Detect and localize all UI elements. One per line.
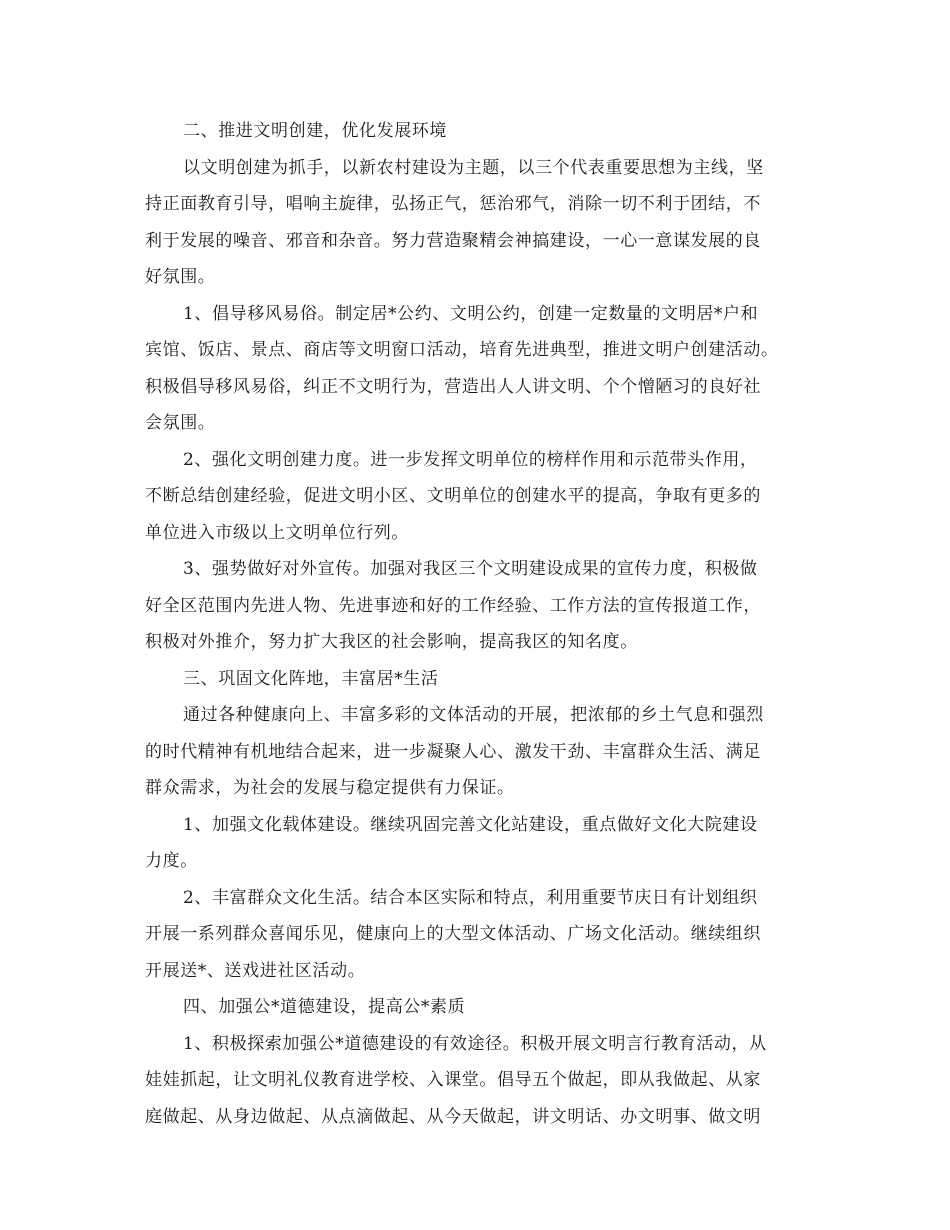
text-line: 积极对外推介，努力扩大我区的社会影响，提高我区的知名度。 (145, 632, 638, 652)
text-line: 庭做起、从身边做起、从点滴做起、从今天做起，讲文明话、办文明事、做文明 (145, 1106, 761, 1127)
text-line: 好氛围。 (145, 267, 216, 287)
text-line: 好全区范围内先进人物、先进事迹和好的工作经验、工作方法的宣传报道工作， (145, 595, 761, 616)
text-line: 1、积极探索加强公*道德建设的有效途径。积极开展文明言行教育活动，从 (183, 1033, 767, 1054)
text-line: 娃娃抓起，让文明礼仪教育进学校、入课堂。倡导五个做起，即从我做起、从家 (145, 1070, 761, 1090)
text-line: 2、丰富群众文化生活。结合本区实际和特点，利用重要节庆日有计划组织 (183, 887, 758, 908)
text-line: 以文明创建为抓手，以新农村建设为主题，以三个代表重要思想为主线，坚 (183, 157, 764, 178)
text-line: 四、加强公*道德建设，提高公*素质 (183, 997, 466, 1017)
text-line: 开展送*、送戏进社区活动。 (145, 960, 366, 981)
text-line: 群众需求，为社会的发展与稳定提供有力保证。 (145, 778, 515, 798)
text-line: 会氛围。 (145, 413, 216, 433)
text-line: 利于发展的噪音、邪音和杂音。努力营造聚精会神搞建设，一心一意谋发展的良 (145, 230, 761, 251)
text-line: 单位进入市级以上文明单位行列。 (145, 522, 409, 543)
text-line: 持正面教育引导，唱响主旋律，弘扬正气，惩治邪气，消除一切不利于团结，不 (145, 194, 761, 214)
text-line: 1、倡导移风易俗。制定居*公约、文明公约，创建一定数量的文明居*户和 (183, 303, 759, 324)
text-line: 3、强势做好对外宣传。加强对我区三个文明建设成果的宣传力度，积极做 (183, 559, 758, 579)
text-line: 不断总结创建经验，促进文明小区、文明单位的创建水平的提高，争取有更多的 (145, 486, 761, 506)
text-line: 积极倡导移风易俗，纠正不文明行为，营造出人人讲文明、个个憎陋习的良好社 (145, 376, 761, 397)
text-line: 开展一系列群众喜闻乐见，健康向上的大型文体活动、广场文化活动。继续组织 (145, 924, 761, 944)
text-line: 宾馆、饭店、景点、商店等文明窗口活动，培育先进典型，推进文明户创建活动。 (145, 340, 779, 360)
text-line: 三、巩固文化阵地，丰富居*生活 (183, 668, 439, 689)
text-line: 2、强化文明创建力度。进一步发挥文明单位的榜样作用和示范带头作用， (183, 449, 758, 470)
text-line: 1、加强文化载体建设。继续巩固完善文化站建设，重点做好文化大院建设 (183, 814, 758, 835)
text-line: 通过各种健康向上、丰富多彩的文体活动的开展，把浓郁的乡土气息和强烈 (183, 705, 764, 725)
text-line: 力度。 (145, 851, 198, 871)
document-body (145, 113, 810, 1135)
text-line: 的时代精神有机地结合起来，进一步凝聚人心、激发干劲、丰富群众生活、满足 (145, 741, 761, 762)
text-line: 二、推进文明创建，优化发展环境 (183, 121, 447, 141)
